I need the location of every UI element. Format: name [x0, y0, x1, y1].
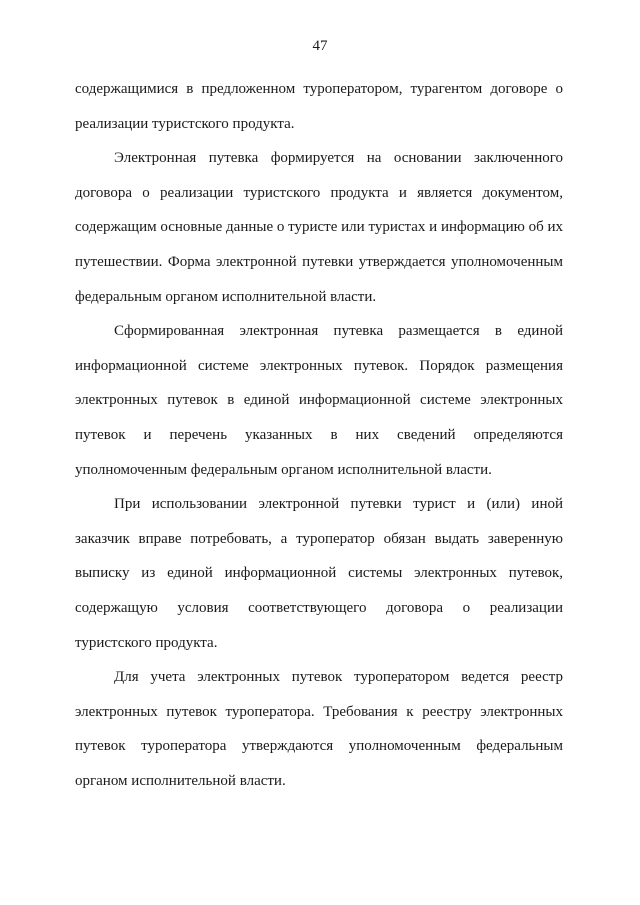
- paragraph-voucher-registry: Для учета электронных путевок туроператором ведется реестр электронных путевок туроператора. Требования к реестру электронных путевок туроператора утверждаются уполномоченным федеральным органом исполнительной власти.: [75, 669, 563, 789]
- paragraph-voucher-extract: При использовании электронной путевки турист и (или) иной заказчик вправе потребовать, а туроператор обязан выдать заверенную выписку из единой информационной системы электронных путевок, содержащую условия соответствующего договора о реализации туристского продукта.: [75, 496, 563, 651]
- paragraph-continuation: содержащимися в предложенном туроператором, турагентом договоре о реализации туристского продукта.: [75, 81, 563, 132]
- document-body: [75, 72, 563, 798]
- paragraph-voucher-placement: Сформированная электронная путевка размещается в единой информационной системе электронных путевок. Порядок размещения электронных путевок в единой информационной системе электронных путевок и перечень указанных в них сведений определяются уполномоченным федеральным органом исполнительной власти.: [75, 323, 563, 478]
- page-number: 47: [312, 38, 328, 54]
- paragraph-electronic-voucher-formation: Электронная путевка формируется на основании заключенного договора о реализации туристского продукта и является документом, содержащим основные данные о туристе или туристах и информацию об их путешествии. Форма электронной путевки утверждается уполномоченным федеральным органом исполнительной власти.: [75, 150, 563, 305]
